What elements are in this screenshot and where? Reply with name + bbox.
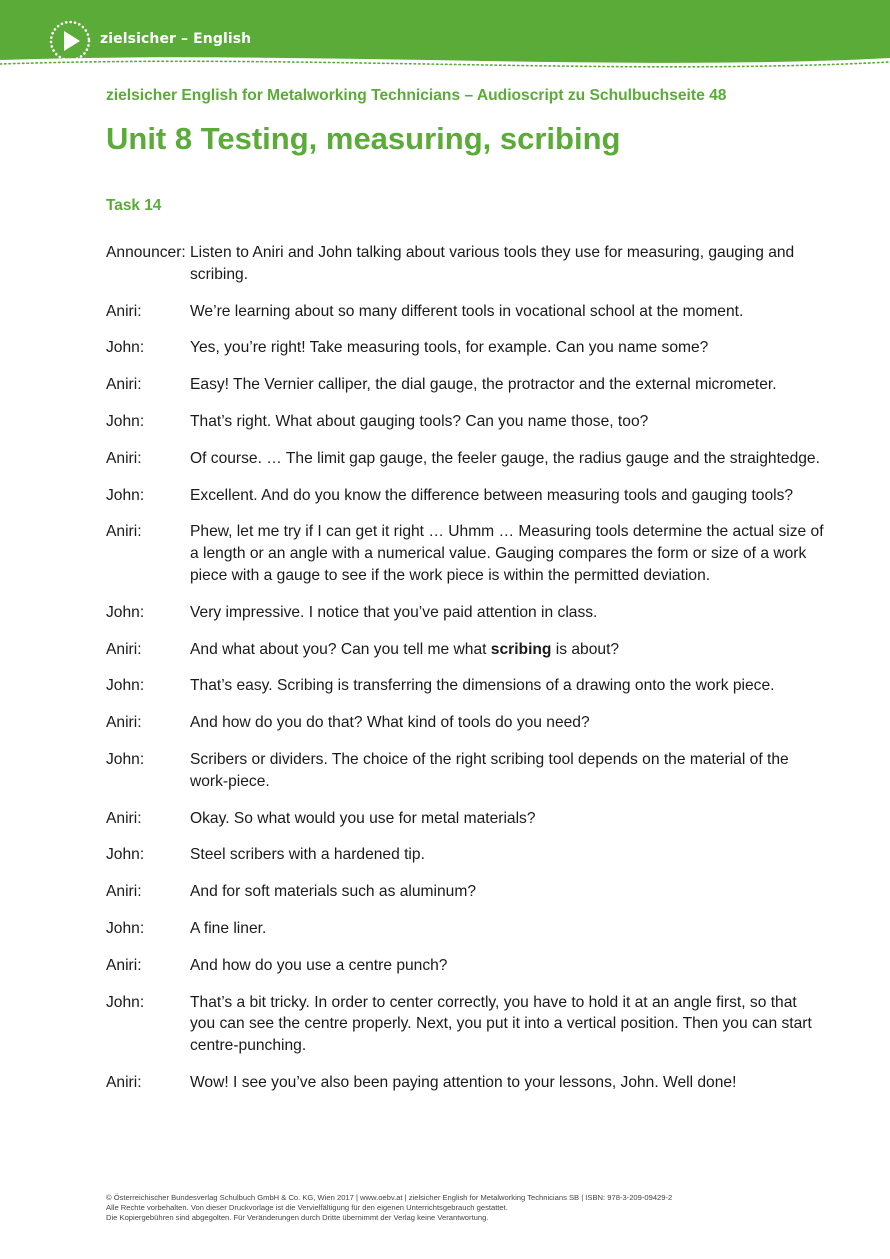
footer-line: Die Kopiergebühren sind abgegolten. Für Veränderungen durch Dritte übernimmt der Verlag keine Verantwortung.	[106, 1213, 489, 1222]
line-text: We’re learning about so many different tools in vocational school at the moment.	[190, 302, 744, 320]
dialogue	[106, 242, 826, 1109]
line-text: And how do you do that? What kind of tools do you need?	[190, 714, 590, 732]
line-text: Listen to Aniri and John talking about various tools they use for measuring, gauging and scribing.	[190, 244, 795, 283]
speaker: Aniri:	[106, 1073, 142, 1091]
dialogue-line	[106, 992, 826, 1057]
line-text: Okay. So what would you use for metal materials?	[190, 809, 536, 827]
speaker: Aniri:	[106, 809, 142, 827]
dialogue-line	[106, 955, 826, 977]
bold-term: scribing	[490, 640, 552, 658]
speaker: Aniri:	[106, 523, 142, 541]
line-text: Phew, let me try if I can get it right … Uhmm … Measuring tools determine the actual size of a length or an angle with a numerical value. Gauging compares the form or size of a work piece with a gauge to see if the work piece is within the permitted deviation.	[190, 523, 824, 584]
line-text-start: And what about you? Can you tell me what	[190, 640, 491, 658]
dialogue-line	[106, 844, 826, 866]
dialogue-line	[106, 301, 826, 323]
speaker: Aniri:	[106, 376, 142, 394]
speaker: Aniri:	[106, 956, 142, 974]
speaker: Aniri:	[106, 449, 142, 467]
line-text: Steel scribers with a hardened tip.	[190, 846, 425, 864]
dialogue-line	[106, 485, 826, 507]
line-text: Excellent. And do you know the difference between measuring tools and gauging tools?	[190, 486, 794, 504]
line-text: That’s a bit tricky. In order to center correctly, you have to hold it at an angle first, so that you can see the centre properly. Next, you put it into a vertical position. Then you can start centre-punching.	[190, 993, 812, 1055]
line-text: Scribers or dividers. The choice of the right scribing tool depends on the material of the work-piece.	[190, 750, 789, 790]
dialogue-line	[106, 337, 826, 359]
speaker: John:	[106, 846, 145, 864]
line-text: Of course. … The limit gap gauge, the feeler gauge, the radius gauge and the straightedge.	[190, 449, 820, 467]
line-text: That’s easy. Scribing is transferring the dimensions of a drawing onto the work piece.	[190, 677, 775, 695]
dialogue-line	[106, 918, 826, 940]
dialogue-line	[106, 639, 826, 661]
line-text: A fine liner.	[190, 919, 267, 937]
copyright-footer	[106, 1193, 672, 1223]
dialogue-line	[106, 374, 826, 396]
dialogue-line	[106, 411, 826, 433]
speaker: John:	[106, 750, 145, 768]
speaker: Aniri:	[106, 640, 142, 658]
dialogue-line	[106, 881, 826, 903]
line-text: Wow! I see you’ve also been paying attention to your lessons, John. Well done!	[190, 1073, 737, 1091]
dialogue-line	[106, 675, 826, 697]
line-text: Easy! The Vernier calliper, the dial gauge, the protractor and the external micrometer.	[190, 376, 777, 394]
speaker: John:	[106, 412, 145, 430]
dialogue-line	[106, 448, 826, 470]
speaker: Aniri:	[106, 302, 142, 320]
speaker: John:	[106, 919, 145, 937]
line-text: And for soft materials such as aluminum?	[190, 883, 477, 901]
dialogue-line	[106, 749, 826, 793]
page-title: Unit 8 Testing, measuring, scribing	[106, 121, 621, 156]
page-subtitle: zielsicher English for Metalworking Technicians – Audioscript zu Schulbuchseite 48	[106, 87, 727, 104]
task-label: Task 14	[106, 197, 162, 214]
dialogue-line	[106, 242, 826, 286]
line-text: And how do you use a centre punch?	[190, 956, 448, 974]
speaker: John:	[106, 603, 145, 621]
line-text: That’s right. What about gauging tools? Can you name those, too?	[190, 412, 649, 430]
dialogue-line	[106, 1072, 826, 1094]
dialogue-line	[106, 712, 826, 734]
speaker: John:	[106, 993, 145, 1011]
line-text	[190, 639, 826, 661]
dialogue-line	[106, 602, 826, 624]
speaker: Aniri:	[106, 714, 142, 732]
line-text: Yes, you’re right! Take measuring tools, for example. Can you name some?	[190, 339, 709, 357]
footer-line: Alle Rechte vorbehalten. Von dieser Druckvorlage ist die Vervielfältigung für den eigenen Unterrichtsgebrauch gestattet.	[106, 1203, 508, 1212]
dialogue-line	[106, 521, 826, 586]
line-text: Very impressive. I notice that you’ve paid attention in class.	[190, 603, 598, 621]
speaker: John:	[106, 677, 145, 695]
brand-name: zielsicher – English	[100, 31, 252, 47]
speaker: Announcer:	[106, 244, 186, 261]
dialogue-line	[106, 808, 826, 830]
footer-line: © Österreichischer Bundesverlag Schulbuch GmbH & Co. KG, Wien 2017 | www.oebv.at | zielsicher English for Metalworking Technicians SB | ISBN: 978-3-209-09429-2	[106, 1193, 673, 1202]
speaker: John:	[106, 339, 145, 357]
speaker: Aniri:	[106, 883, 142, 901]
speaker: John:	[106, 486, 145, 504]
line-text-end: is about?	[551, 640, 620, 658]
